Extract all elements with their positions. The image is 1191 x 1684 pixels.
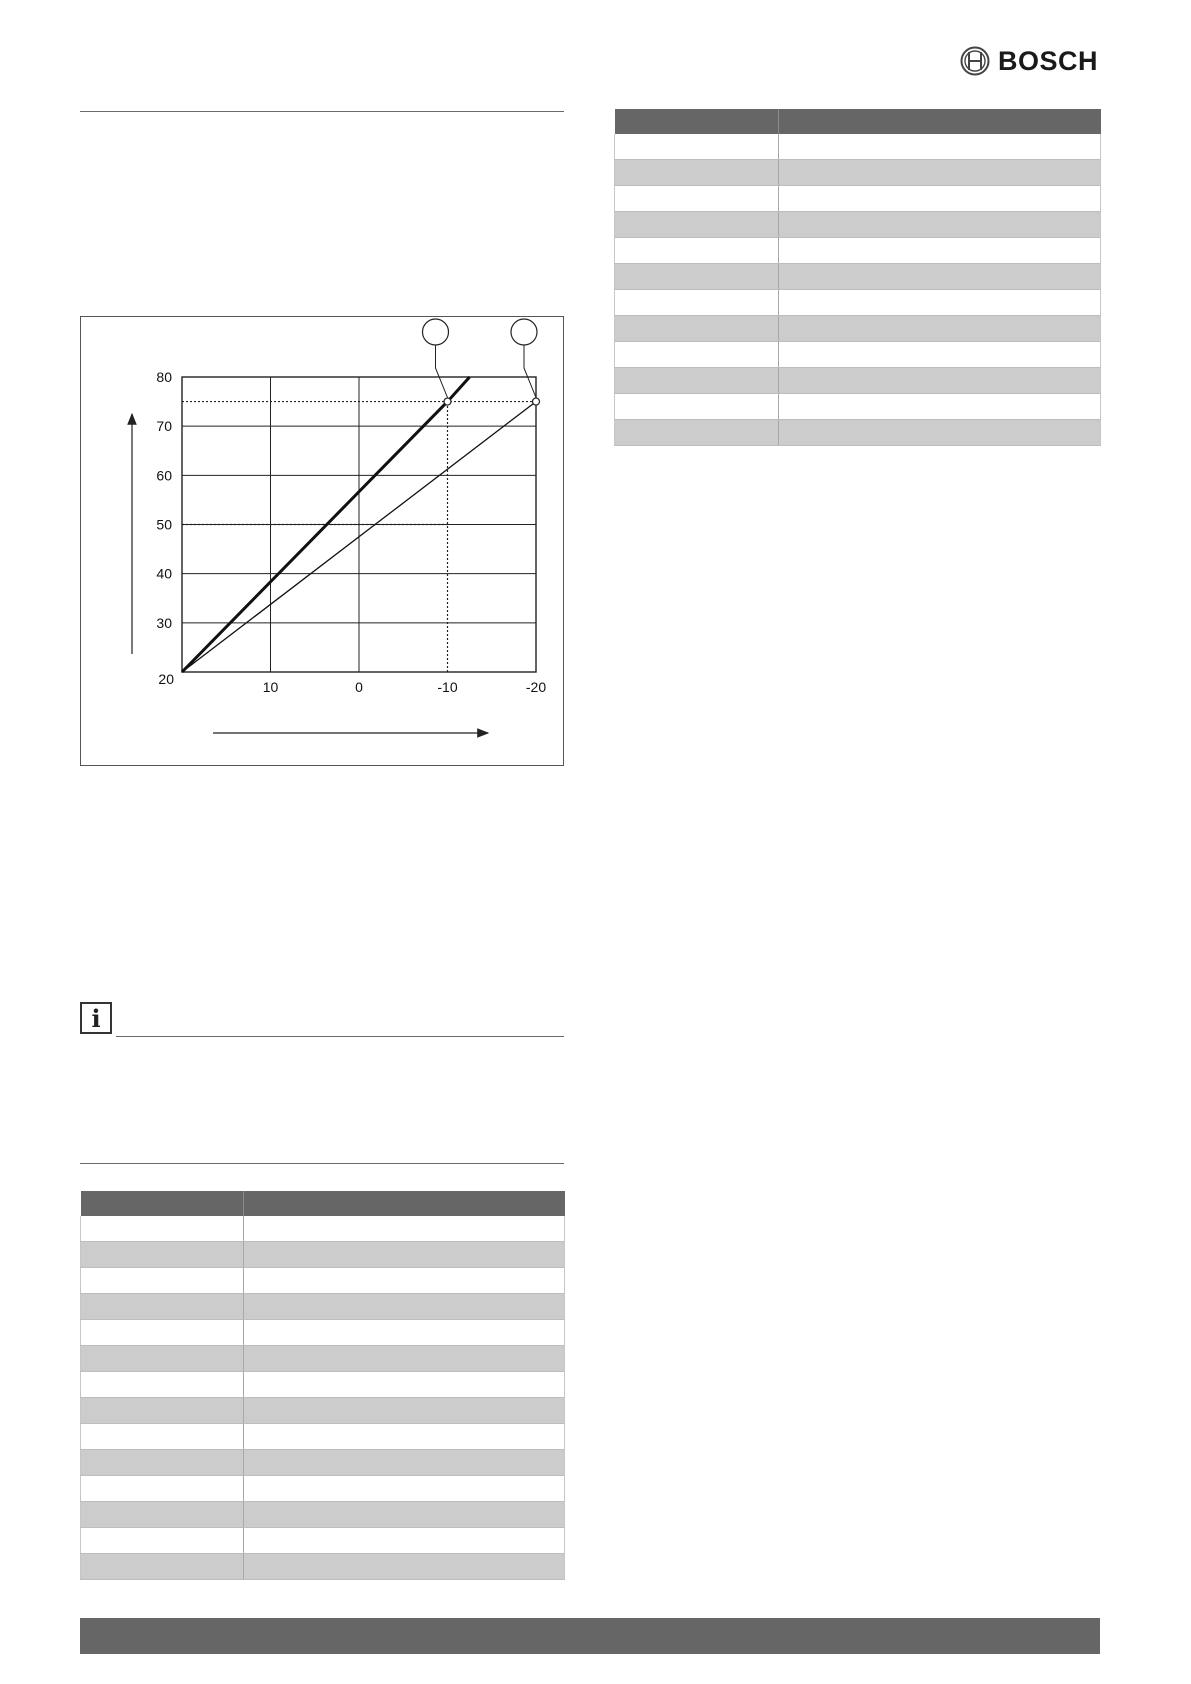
- table-cell: [81, 1216, 244, 1242]
- x-tick-label: -20: [525, 679, 547, 695]
- table-row: [615, 134, 1101, 160]
- table-cell: [81, 1424, 244, 1450]
- table-cell: [615, 342, 779, 368]
- table-cell: [244, 1554, 565, 1580]
- table-row: [81, 1372, 565, 1398]
- y-tick-label: 30: [156, 614, 172, 631]
- table-cell: [779, 186, 1101, 212]
- callout-circle: [511, 319, 537, 345]
- table-row: [81, 1424, 565, 1450]
- table-cell: [779, 316, 1101, 342]
- table-cell: [81, 1476, 244, 1502]
- table-cell: [244, 1476, 565, 1502]
- table-cell: [81, 1242, 244, 1268]
- table-cell: [244, 1450, 565, 1476]
- table-cell: [615, 394, 779, 420]
- table-cell: [244, 1528, 565, 1554]
- table-cell: [615, 134, 779, 160]
- y-tick-label: 20: [158, 671, 174, 687]
- heating-curve-chart: [80, 316, 564, 766]
- table-cell: [779, 368, 1101, 394]
- table-row: [615, 264, 1101, 290]
- callout-marker: [444, 398, 451, 405]
- table-cell: [244, 1502, 565, 1528]
- table-cell: [81, 1320, 244, 1346]
- column-header: [779, 109, 1101, 134]
- y-tick-label: 60: [156, 467, 172, 484]
- table-row: [81, 1476, 565, 1502]
- table-cell: [244, 1346, 565, 1372]
- table-cell: [779, 394, 1101, 420]
- y-tick-label: 40: [156, 565, 172, 582]
- table-cell: [779, 290, 1101, 316]
- callout-leader: [524, 345, 536, 398]
- table-row: [81, 1268, 565, 1294]
- table-cell: [615, 238, 779, 264]
- table-cell: [779, 134, 1101, 160]
- table-cell: [81, 1346, 244, 1372]
- table-row: [615, 368, 1101, 394]
- table-cell: [244, 1216, 565, 1242]
- brand-name: BOSCH: [998, 45, 1099, 76]
- table-row: [81, 1242, 565, 1268]
- table-row: [81, 1398, 565, 1424]
- table-cell: [81, 1268, 244, 1294]
- table-cell: [244, 1268, 565, 1294]
- x-tick-label: 10: [262, 679, 279, 695]
- table-row: [81, 1294, 565, 1320]
- table-row: [615, 316, 1101, 342]
- table-row: [615, 186, 1101, 212]
- table-cell: [81, 1294, 244, 1320]
- table-cell: [244, 1320, 565, 1346]
- table-row: [81, 1216, 565, 1242]
- table-cell: [779, 264, 1101, 290]
- table-cell: [779, 238, 1101, 264]
- table-row: [615, 290, 1101, 316]
- bosch-armature-icon: [960, 46, 990, 76]
- table-cell: [81, 1372, 244, 1398]
- table-cell: [244, 1294, 565, 1320]
- settings-table-right: [614, 109, 1101, 446]
- column-header: [244, 1191, 565, 1216]
- table-cell: [244, 1242, 565, 1268]
- table-cell: [81, 1398, 244, 1424]
- table-row: [81, 1528, 565, 1554]
- table-row: [615, 342, 1101, 368]
- table-cell: [244, 1372, 565, 1398]
- y-tick-label: 80: [156, 369, 172, 385]
- callout-leader: [436, 345, 448, 398]
- x-tick-label: 0: [355, 679, 363, 695]
- callout-circle: [423, 319, 449, 345]
- table-row: [81, 1554, 565, 1580]
- table-row: [615, 238, 1101, 264]
- table-cell: [244, 1398, 565, 1424]
- table-cell: [615, 316, 779, 342]
- section-divider-top: [80, 111, 564, 112]
- footer-bar: [80, 1618, 1100, 1654]
- table-header: [81, 1191, 565, 1216]
- table-cell: [81, 1502, 244, 1528]
- table-cell: [81, 1554, 244, 1580]
- table-cell: [779, 342, 1101, 368]
- callout-marker: [533, 398, 540, 405]
- table-row: [81, 1346, 565, 1372]
- info-note-rule: [116, 1036, 564, 1037]
- settings-table-left: [80, 1191, 565, 1580]
- section-divider-bottom: [80, 1163, 564, 1164]
- table-cell: [779, 420, 1101, 446]
- table-cell: [615, 160, 779, 186]
- table-cell: [615, 264, 779, 290]
- table-cell: [779, 212, 1101, 238]
- table-row: [81, 1320, 565, 1346]
- y-tick-label: 50: [156, 516, 172, 533]
- table-cell: [81, 1450, 244, 1476]
- table-row: [81, 1502, 565, 1528]
- table-cell: [244, 1424, 565, 1450]
- table-cell: [615, 186, 779, 212]
- x-tick-label: -10: [437, 679, 458, 695]
- chart-canvas: [81, 317, 565, 767]
- table-cell: [615, 368, 779, 394]
- table-row: [615, 160, 1101, 186]
- table-cell: [615, 290, 779, 316]
- table-row: [81, 1450, 565, 1476]
- bosch-logo: [960, 44, 1098, 78]
- column-header: [615, 109, 779, 134]
- y-tick-label: 70: [156, 418, 172, 435]
- table-row: [615, 394, 1101, 420]
- table-cell: [779, 160, 1101, 186]
- table-row: [615, 420, 1101, 446]
- table-cell: [615, 420, 779, 446]
- table-cell: [615, 212, 779, 238]
- column-header: [81, 1191, 244, 1216]
- info-icon: i: [80, 1002, 112, 1034]
- table-header: [615, 109, 1101, 134]
- table-cell: [81, 1528, 244, 1554]
- table-row: [615, 212, 1101, 238]
